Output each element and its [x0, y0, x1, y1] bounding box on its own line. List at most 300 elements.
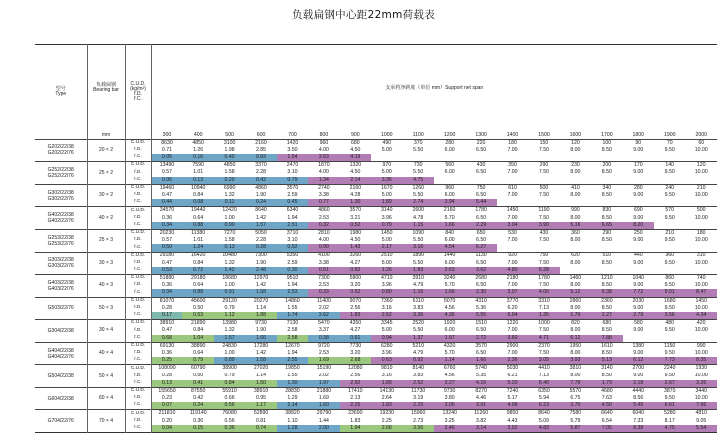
value-cell: 6.65: [591, 222, 622, 230]
value-cell: 2.53: [318, 214, 329, 221]
value-cell: 0.15: [182, 425, 213, 433]
value-cell: 0.92: [403, 357, 434, 365]
value-cell: 76080: [214, 410, 245, 418]
value-cell: 55910: [214, 387, 245, 395]
value-cell: 6.50: [476, 327, 487, 334]
value-cell: 2.25: [381, 417, 392, 424]
value-cell: 9070: [340, 297, 371, 305]
value-cell: [623, 154, 654, 162]
value-cell: 3.20: [350, 282, 361, 289]
value-cell: 2.28: [255, 237, 267, 244]
value-cell: 4.71: [528, 335, 559, 343]
value-cell: 1.60: [308, 402, 339, 410]
load-table: [35, 44, 717, 433]
value-cell: 6.21: [507, 372, 518, 379]
value-cell: [497, 177, 528, 185]
value-cell: 6.12: [623, 357, 654, 365]
value-cell: 1.16: [403, 289, 434, 297]
value-cell: [591, 177, 622, 185]
value-cell: 1.58: [224, 237, 235, 244]
value-cell: 0.07: [151, 402, 182, 410]
value-cell: [623, 177, 654, 185]
table-row: [35, 387, 717, 395]
value-cell: [685, 335, 717, 343]
value-cell: 7.50: [538, 192, 550, 198]
value-cell: 2.59: [287, 259, 298, 266]
value-cell: 8.50: [601, 214, 612, 221]
span-header-cell: 700: [277, 132, 308, 140]
value-cell: 1450: [497, 207, 528, 215]
value-cell: 2680: [465, 275, 496, 283]
value-cell: 7590: [182, 162, 213, 170]
row-label: C.U.D.: [125, 387, 151, 395]
value-cell: 5.87: [560, 425, 591, 433]
value-cell: 1.32: [224, 259, 235, 266]
value-cell: 0.16: [182, 154, 213, 162]
row-label: f.C.: [125, 357, 151, 365]
value-cell: 0.28: [245, 244, 276, 252]
value-cell: 69130: [151, 342, 182, 350]
value-cell: 2.55: [277, 357, 308, 365]
model-name: G252/22/38: [47, 167, 74, 174]
value-cell: 6990: [214, 184, 245, 192]
value-cell: 3.14: [465, 425, 496, 433]
value-cell: 15960: [403, 410, 434, 418]
value-cell: 1.83: [403, 267, 434, 275]
table-row: [35, 139, 717, 147]
value-cell: 5.36: [476, 304, 487, 311]
row-label: f.C.: [125, 289, 151, 297]
row-label: f.D.: [125, 237, 151, 244]
value-cell: 8.50: [601, 169, 612, 176]
value-cell: 6.00: [444, 237, 455, 244]
value-cell: 2.52: [403, 380, 434, 388]
value-type-header: [125, 45, 151, 140]
value-cell: 4.28: [350, 192, 361, 198]
value-cell: 0.47: [161, 259, 173, 266]
value-cell: 7240: [497, 387, 528, 395]
value-cell: 5.94: [538, 395, 550, 402]
value-cell: 580: [623, 320, 654, 328]
value-cell: 7.78: [560, 380, 591, 388]
value-cell: 11260: [465, 410, 496, 418]
value-cell: 1920: [434, 320, 465, 328]
value-cell: 3.70: [560, 402, 591, 410]
value-cell: 2.58: [287, 327, 298, 334]
value-cell: 2.72: [465, 335, 496, 343]
value-cell: [560, 244, 591, 252]
value-cell: 7.00: [507, 349, 518, 356]
row-label: f.C.: [125, 222, 151, 230]
bar-size-cell: 25 × 3: [87, 229, 125, 252]
value-cell: 0.52: [340, 289, 371, 297]
value-cell: 1040: [623, 275, 654, 283]
value-cell: 1.83: [340, 312, 371, 320]
table-row: [35, 297, 717, 305]
value-cell: 1.37: [403, 335, 434, 343]
table-row: [35, 327, 717, 334]
value-cell: 2160: [245, 139, 276, 147]
value-cell: 740: [685, 275, 717, 283]
value-cell: 8.35: [685, 357, 717, 365]
value-cell: 3.56: [403, 425, 434, 433]
value-cell: [465, 177, 496, 185]
value-cell: 7.50: [538, 327, 550, 334]
value-cell: 0.11: [214, 199, 245, 207]
value-cell: 3240: [434, 275, 465, 283]
value-cell: 211810: [151, 410, 182, 418]
row-label: f.D.: [125, 147, 151, 154]
value-cell: 4.56: [444, 304, 455, 311]
value-cell: 530: [497, 229, 528, 237]
value-cell: [685, 177, 717, 185]
value-cell: 12420: [214, 207, 245, 215]
value-cell: 6.50: [476, 259, 487, 266]
value-cell: 990: [560, 207, 591, 215]
value-cell: 24830: [214, 342, 245, 350]
model-name: G403/22/76: [47, 285, 74, 292]
value-cell: 3.83: [413, 304, 424, 311]
row-label: C.U.D.: [125, 297, 151, 305]
span-header-cell: 1900: [654, 132, 685, 140]
value-cell: 29790: [308, 410, 339, 418]
value-cell: [654, 154, 685, 162]
value-cell: 0.88: [182, 222, 213, 230]
table-row: [35, 192, 717, 199]
value-cell: 4.16: [465, 380, 496, 388]
value-cell: [591, 267, 622, 275]
model-name: G404/22/38: [47, 347, 74, 354]
span-header-cell: 1100: [403, 132, 434, 140]
value-cell: 5350: [277, 252, 308, 260]
value-cell: 0.77: [308, 199, 339, 207]
value-cell: 7.13: [538, 304, 550, 311]
value-cell: 410: [560, 184, 591, 192]
value-cell: 0.79: [277, 177, 308, 185]
value-cell: 4.50: [350, 146, 361, 153]
value-cell: 29180: [151, 252, 182, 260]
value-cell: 250: [623, 229, 654, 237]
value-cell: 5050: [245, 229, 276, 237]
value-cell: 2.02: [318, 304, 329, 311]
value-cell: 10.00: [694, 192, 708, 198]
value-cell: 0.91: [214, 289, 245, 297]
value-cell: 0.84: [193, 192, 204, 198]
value-cell: 21880: [308, 387, 339, 395]
value-cell: 6760: [434, 365, 465, 373]
value-cell: 7.33: [633, 417, 644, 424]
value-cell: [623, 244, 654, 252]
value-cell: 17280: [245, 342, 276, 350]
table-row: [35, 169, 717, 176]
value-cell: [591, 199, 622, 207]
value-cell: 3.05: [528, 357, 559, 365]
model-cell: [35, 297, 87, 320]
value-cell: 7.50: [538, 169, 550, 176]
value-cell: 3.21: [350, 214, 361, 221]
value-cell: 1.14: [255, 372, 267, 379]
value-cell: 5.50: [413, 169, 424, 176]
bar-header-zh: 负载扁钢: [95, 82, 116, 89]
value-cell: 1.66: [465, 357, 496, 365]
bar-size-cell: 20 × 2: [87, 139, 125, 162]
value-cell: 2.25: [340, 402, 371, 410]
value-cell: 1.24: [182, 244, 213, 252]
value-cell: 0.13: [214, 244, 245, 252]
value-cell: 7.73: [654, 357, 685, 365]
value-cell: 1190: [528, 207, 559, 215]
value-cell: 1.94: [287, 282, 298, 289]
value-cell: 9850: [497, 410, 528, 418]
table-row: [35, 229, 717, 237]
value-cell: 9.00: [633, 304, 644, 311]
value-cell: 4.79: [413, 349, 424, 356]
value-cell: 150: [528, 139, 559, 147]
value-cell: 8.50: [601, 237, 612, 244]
model-cell: [35, 229, 87, 252]
value-cell: 28830: [277, 387, 308, 395]
row-label: C.U.D.: [125, 320, 151, 328]
row-label: C.U.D.: [125, 184, 151, 192]
value-cell: 3140: [591, 365, 622, 373]
value-cell: 2180: [497, 275, 528, 283]
value-cell: 5.16: [560, 222, 591, 230]
value-cell: 3770: [497, 297, 528, 305]
value-cell: [685, 154, 717, 162]
value-cell: 6.54: [601, 417, 612, 424]
value-cell: 1.55: [287, 304, 298, 311]
value-cell: 19460: [151, 184, 182, 192]
value-cell: 6.00: [444, 192, 455, 198]
value-cell: 4.43: [507, 417, 518, 424]
value-cell: 1.00: [224, 282, 235, 289]
value-cell: 9.50: [664, 259, 675, 266]
table-row: [35, 252, 717, 260]
value-cell: 9.50: [664, 214, 675, 221]
model-name: G503/22/76: [47, 305, 74, 312]
value-cell: 0.42: [193, 395, 204, 402]
value-cell: 6.23: [528, 402, 559, 410]
value-cell: 1.66: [434, 222, 465, 230]
model-cell: [35, 207, 87, 230]
row-label: f.C.: [125, 267, 151, 275]
value-cell: 5.55: [465, 312, 496, 320]
value-cell: 3570: [340, 207, 371, 215]
value-cell: 2.56: [350, 304, 361, 311]
value-cell: 2.56: [350, 372, 361, 379]
value-cell: 1.30: [277, 380, 308, 388]
value-cell: 280: [623, 184, 654, 192]
model-name: G303/22/76: [47, 263, 74, 270]
value-cell: [560, 199, 591, 207]
value-cell: 1.74: [277, 312, 308, 320]
row-label: f.C.: [125, 335, 151, 343]
value-cell: 1.42: [255, 214, 267, 221]
row-label: f.C.: [125, 312, 151, 320]
value-cell: 3.36: [403, 312, 434, 320]
value-cell: 2900: [497, 342, 528, 350]
value-cell: 5.50: [413, 327, 424, 334]
value-cell: 0.06: [151, 177, 182, 185]
value-cell: 9.50: [664, 237, 675, 244]
row-label: C.U.D.: [125, 207, 151, 215]
value-cell: 280: [434, 139, 465, 147]
row-label: f.C.: [125, 425, 151, 433]
value-cell: 0.24: [182, 402, 213, 410]
row-label: f.D.: [125, 215, 151, 222]
value-cell: 1150: [654, 342, 685, 350]
value-cell: 3.83: [413, 372, 424, 379]
value-cell: 10940: [182, 184, 213, 192]
model-cell: [35, 252, 87, 275]
value-cell: 5.44: [465, 199, 496, 207]
value-cell: 9730: [434, 387, 465, 395]
value-cell: 1.90: [255, 192, 267, 198]
value-type-unit: (kg/m²): [130, 85, 146, 92]
value-cell: 34570: [151, 207, 182, 215]
value-cell: 8140: [403, 365, 434, 373]
value-cell: 2600: [403, 207, 434, 215]
model-cell: [35, 365, 87, 388]
table-row: [35, 207, 717, 215]
value-cell: 5.54: [685, 425, 717, 433]
value-cell: 9.50: [664, 327, 675, 334]
table-row: [35, 305, 717, 312]
value-cell: 5.79: [570, 417, 581, 424]
value-cell: 19850: [277, 365, 308, 373]
value-cell: 1890: [403, 252, 434, 260]
value-cell: 2470: [277, 162, 308, 170]
value-cell: [591, 244, 622, 252]
row-label: f.D.: [125, 418, 151, 425]
value-cell: 0.64: [193, 349, 204, 356]
value-cell: 81070: [151, 297, 182, 305]
value-cell: 3310: [528, 297, 559, 305]
span-header-cell: 800: [308, 132, 339, 140]
value-cell: 0.79: [224, 304, 235, 311]
value-cell: 3370: [245, 162, 276, 170]
value-cell: 0.72: [182, 267, 213, 275]
row-label: f.D.: [125, 260, 151, 267]
row-label: C.U.D.: [125, 365, 151, 373]
value-cell: 14130: [371, 387, 402, 395]
value-cell: 0.36: [161, 214, 173, 221]
value-cell: 2.64: [381, 395, 392, 402]
value-cell: 7130: [277, 320, 308, 328]
value-cell: 45600: [182, 297, 213, 305]
row-label: f.C.: [125, 177, 151, 185]
value-cell: 8.00: [570, 192, 581, 198]
value-cell: 0.41: [182, 380, 213, 388]
value-cell: 0.79: [182, 357, 213, 365]
value-cell: 8640: [245, 207, 276, 215]
value-cell: 0.80: [371, 289, 402, 297]
value-cell: 7.00: [507, 282, 518, 289]
value-cell: 9.50: [664, 349, 675, 356]
model-header: [35, 45, 87, 140]
value-cell: [654, 222, 685, 230]
value-cell: 6280: [371, 342, 402, 350]
value-cell: 4.00: [318, 146, 329, 153]
value-cell: 9720: [308, 342, 339, 350]
value-cell: 5.00: [381, 146, 392, 153]
value-cell: 2.02: [318, 372, 329, 379]
span-header-cell: 1800: [623, 132, 654, 140]
value-cell: 210: [685, 184, 717, 192]
table-row: [35, 365, 717, 373]
value-cell: 11400: [308, 297, 339, 305]
table-row: [35, 312, 717, 320]
value-cell: 2.63: [308, 154, 339, 162]
model-cell: [35, 410, 87, 433]
value-cell: 8.56: [633, 395, 644, 402]
value-cell: 500: [685, 207, 717, 215]
value-cell: [560, 267, 591, 275]
value-cell: 4850: [214, 162, 245, 170]
value-cell: 6.50: [476, 146, 487, 153]
span-header-cell: 1400: [497, 132, 528, 140]
value-cell: 0.47: [161, 192, 173, 198]
value-cell: 13980: [214, 320, 245, 328]
table-row: [35, 425, 717, 433]
value-cell: 12970: [245, 275, 276, 283]
value-cell: 8.50: [601, 327, 612, 334]
value-cell: 20270: [245, 297, 276, 305]
value-cell: 6340: [277, 207, 308, 215]
value-cell: 0.45: [277, 199, 308, 207]
bar-header-en: Bearing bar: [93, 87, 119, 94]
value-type-fc: f.C.: [134, 95, 142, 102]
value-cell: 0.89: [214, 357, 245, 365]
value-cell: 5.00: [381, 192, 392, 198]
value-cell: 750: [528, 252, 559, 260]
value-cell: 0.08: [182, 199, 213, 207]
value-cell: 8630: [151, 139, 182, 147]
row-label: f.D.: [125, 282, 151, 289]
value-cell: 2.29: [465, 222, 496, 230]
row-label: f.C.: [125, 402, 151, 410]
value-cell: 7.72: [623, 289, 654, 297]
value-cell: 4.00: [318, 169, 329, 176]
value-cell: 1780: [528, 275, 559, 283]
value-cell: 4.54: [434, 244, 465, 252]
value-cell: 1420: [277, 139, 308, 147]
value-cell: 0.63: [371, 357, 402, 365]
value-cell: [685, 222, 717, 230]
table-row: [35, 289, 717, 297]
value-cell: 2.58: [277, 335, 308, 343]
value-cell: 1.26: [193, 146, 204, 153]
value-cell: 0.79: [224, 372, 235, 379]
value-cell: 1440: [434, 252, 465, 260]
value-cell: 2160: [340, 184, 371, 192]
model-name: G303/22/38: [47, 257, 74, 264]
value-cell: 1.83: [371, 402, 402, 410]
value-cell: 4.56: [444, 372, 455, 379]
value-cell: 4.27: [350, 327, 361, 334]
value-cell: 0.50: [151, 244, 182, 252]
value-cell: 4.75: [403, 177, 434, 185]
value-cell: 0.83: [245, 154, 276, 162]
value-cell: 1.97: [434, 335, 465, 343]
value-cell: 4320: [434, 342, 465, 350]
value-cell: 7.00: [507, 214, 518, 221]
value-cell: 0.57: [161, 237, 173, 244]
value-cell: 3.80: [444, 395, 455, 402]
value-cell: 7.50: [538, 349, 550, 356]
value-cell: 1.94: [340, 425, 371, 433]
value-cell: 3.96: [381, 214, 392, 221]
